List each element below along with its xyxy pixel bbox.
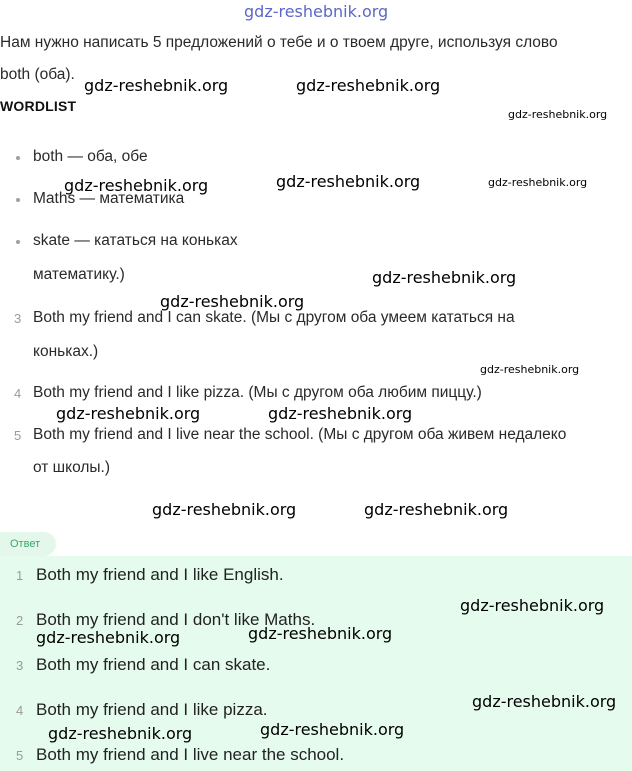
watermark: gdz-reshebnik.org: [460, 596, 605, 615]
watermark-top: gdz-reshebnik.org: [244, 2, 389, 21]
answer-item: Both my friend and I like pizza.: [36, 700, 268, 719]
answer-label: Ответ: [0, 532, 56, 556]
answer-number: 5: [16, 748, 24, 763]
watermark: gdz-reshebnik.org: [152, 500, 297, 519]
answer-item: Both my friend and I like English.: [36, 565, 284, 584]
watermark: gdz-reshebnik.org: [364, 500, 509, 519]
answer-number: 3: [16, 658, 24, 673]
watermark: gdz-reshebnik.org: [64, 176, 209, 195]
answer-number: 2: [16, 613, 24, 628]
watermark: gdz-reshebnik.org: [160, 292, 305, 311]
example-line: Both my friend and I like pizza. (Мы с другом оба любим пиццу.): [33, 384, 482, 401]
watermark: gdz-reshebnik.org: [248, 624, 393, 643]
example-line: коньках.): [33, 343, 99, 360]
example-continuation: математику.): [33, 266, 125, 283]
answer-number: 1: [16, 568, 24, 583]
wordlist-item: both — оба, обе: [33, 148, 148, 165]
example-line: Both my friend and I can skate. (Мы с другом оба умеем кататься на: [33, 309, 515, 326]
wordlist-item: Maths — математика: [33, 190, 185, 207]
watermark: gdz-reshebnik.org: [84, 76, 229, 95]
watermark: gdz-reshebnik.org: [296, 76, 441, 95]
example-number: 3: [14, 311, 22, 326]
example-number: 5: [14, 428, 22, 443]
task-text-line1: Нам нужно написать 5 предложений о тебе и о твоем друге, используя слово: [0, 34, 558, 51]
bullet-dot: [16, 198, 20, 202]
answer-item: Both my friend and I live near the school.: [36, 745, 345, 764]
bullet-dot: [16, 240, 20, 244]
task-text-line2: both (оба).: [0, 66, 75, 83]
watermark: gdz-reshebnik.org: [276, 172, 421, 191]
watermark: gdz-reshebnik.org: [488, 176, 588, 189]
watermark: gdz-reshebnik.org: [260, 720, 405, 739]
wordlist-item: skate — кататься на коньках: [33, 232, 238, 249]
answer-item: Both my friend and I can skate.: [36, 655, 271, 674]
watermark: gdz-reshebnik.org: [36, 628, 181, 647]
watermark: gdz-reshebnik.org: [480, 363, 580, 376]
watermark: gdz-reshebnik.org: [268, 404, 413, 423]
example-number: 4: [14, 386, 22, 401]
watermark: gdz-reshebnik.org: [472, 692, 617, 711]
watermark: gdz-reshebnik.org: [372, 268, 517, 287]
wordlist-heading: WORDLIST: [0, 98, 77, 114]
answer-number: 4: [16, 703, 24, 718]
bullet-dot: [16, 156, 20, 160]
watermark: gdz-reshebnik.org: [48, 724, 193, 743]
example-line: Both my friend and I live near the school. (Мы с другом оба живем недалеко: [33, 426, 567, 443]
example-line: от школы.): [33, 459, 111, 476]
watermark: gdz-reshebnik.org: [508, 108, 608, 121]
watermark: gdz-reshebnik.org: [56, 404, 201, 423]
answer-item: Both my friend and I don't like Maths.: [36, 610, 316, 629]
